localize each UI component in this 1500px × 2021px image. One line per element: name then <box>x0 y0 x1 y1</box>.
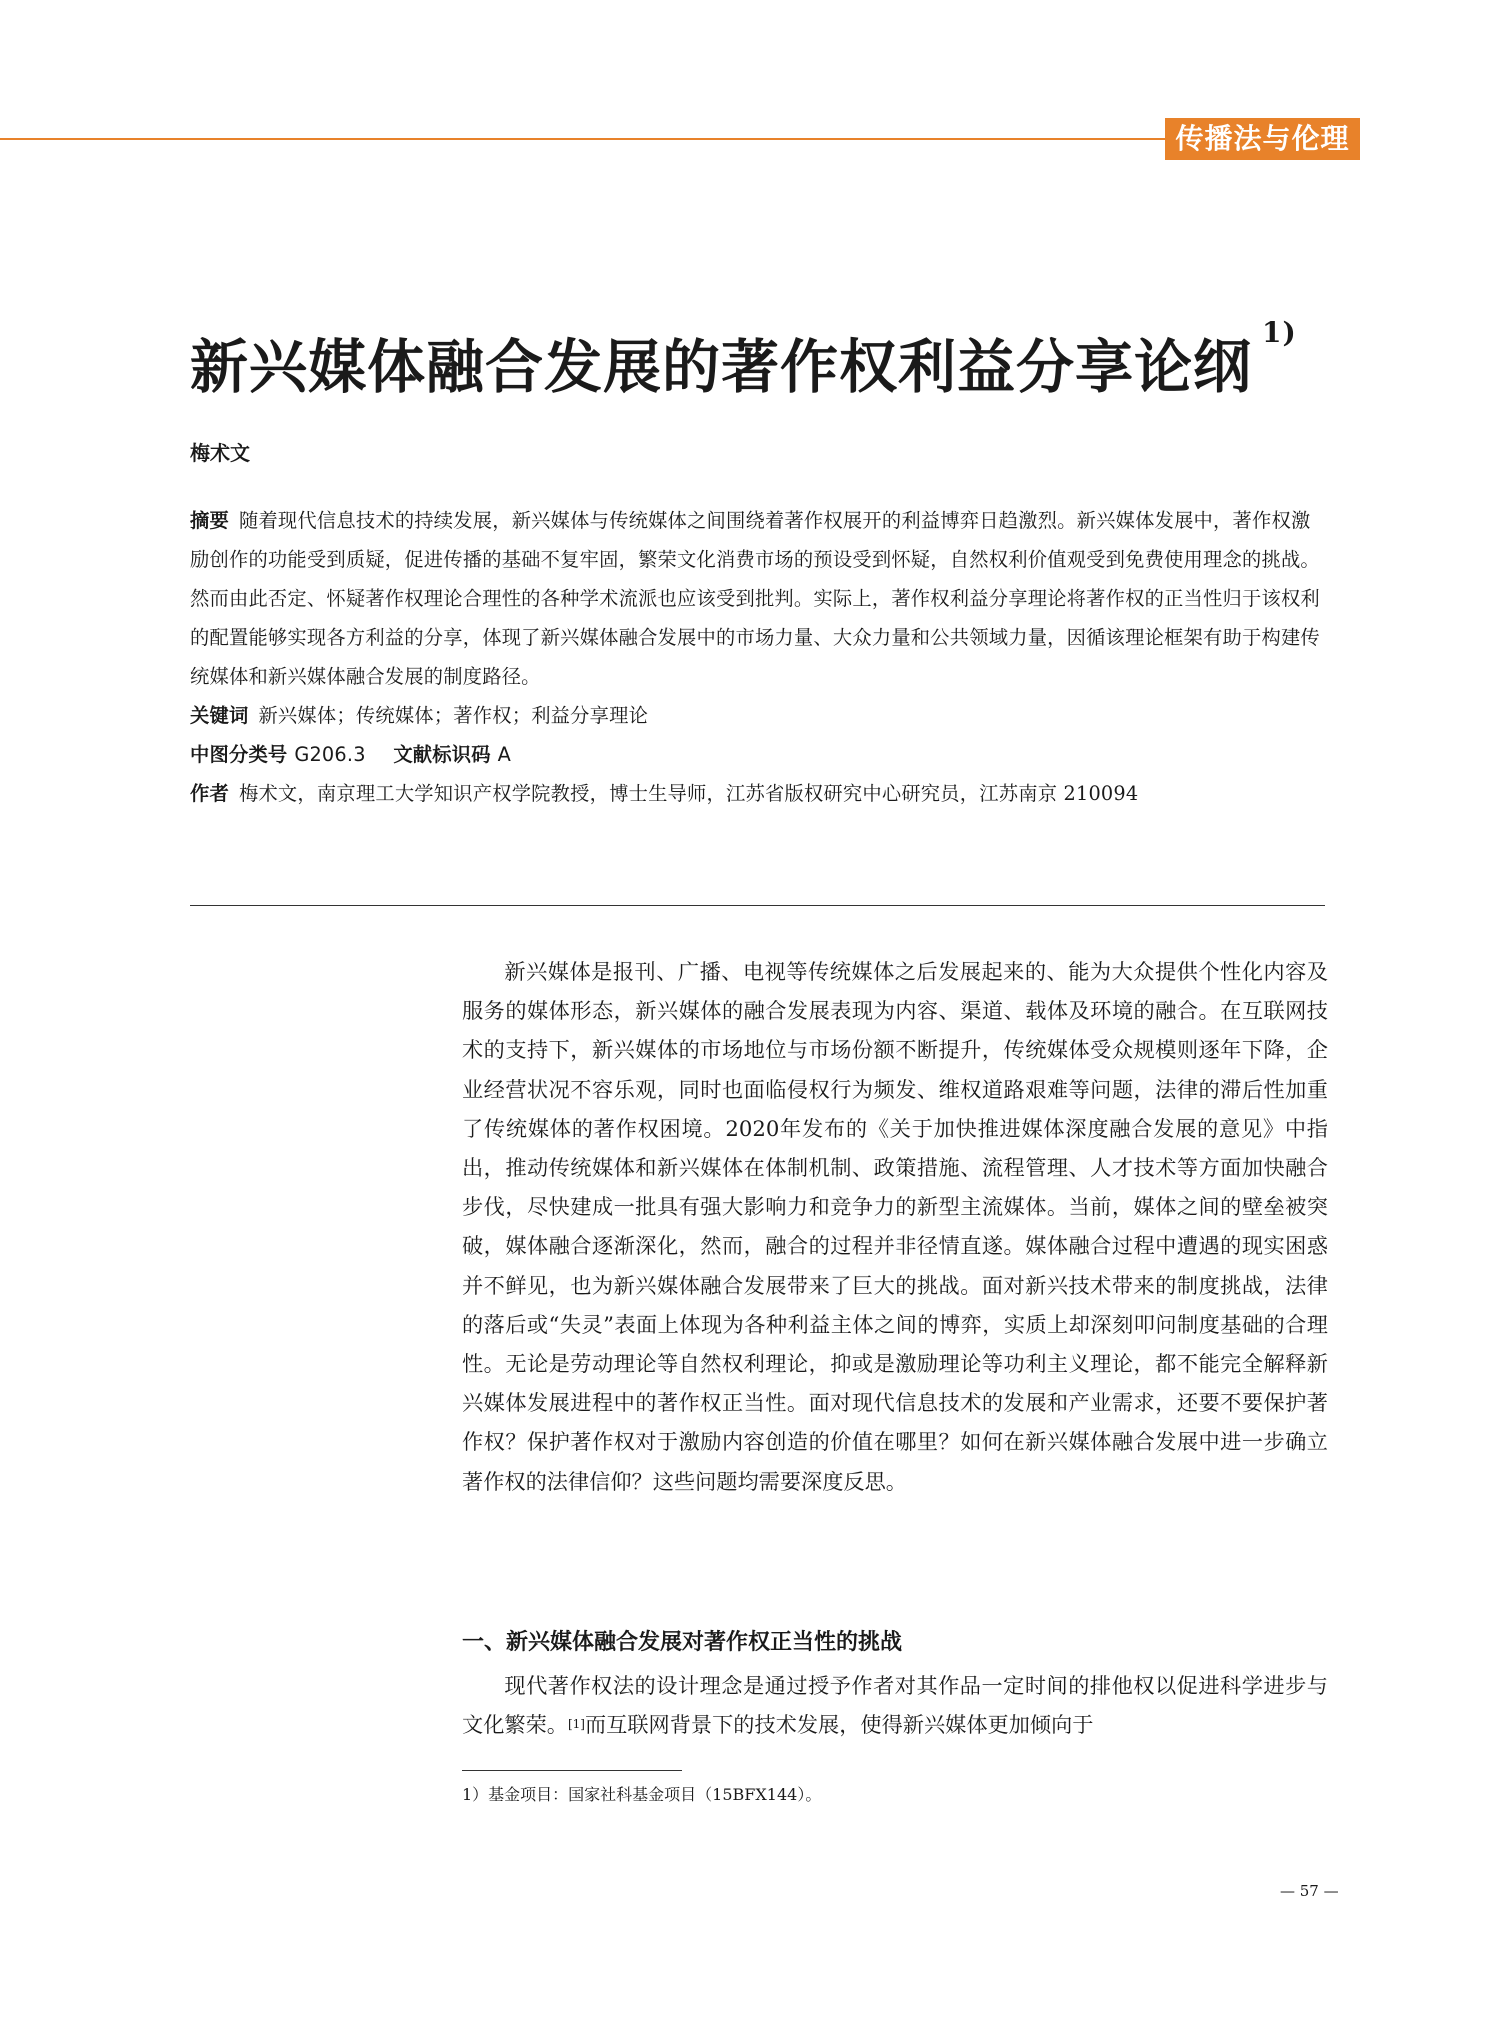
abstract-paragraph <box>190 501 1325 696</box>
author-info-label: 作者 <box>190 782 229 805</box>
title-text: 新兴媒体融合发展的著作权利益分享论纲 <box>190 333 1253 401</box>
section-1-text-b: 而互联网背景下的技术发展，使得新兴媒体更加倾向于 <box>584 1712 1094 1738</box>
keywords-label: 关键词 <box>190 704 249 727</box>
section-1-paragraph <box>462 1666 1328 1744</box>
section-1-body <box>462 1666 1328 1744</box>
doc-code-value: A <box>497 743 512 766</box>
keywords-line <box>190 696 1325 735</box>
doc-code-label: 文献标识码 <box>393 743 491 766</box>
classification-label: 中图分类号 <box>190 743 288 766</box>
header-rule <box>0 138 1165 140</box>
footnote: 1）基金项目：国家社科基金项目（15BFX144）。 <box>462 1785 822 1804</box>
keywords-text: 新兴媒体；传统媒体；著作权；利益分享理论 <box>258 704 649 727</box>
author-info-text: 梅术文，南京理工大学知识产权学院教授，博士生导师，江苏省版权研究中心研究员，江苏南京 210094 <box>238 782 1139 805</box>
intro-paragraph: 新兴媒体是报刊、广播、电视等传统媒体之后发展起来的、能为大众提供个性化内容及服务的媒体形态，新兴媒体的融合发展表现为内容、渠道、载体及环境的融合。在互联网技术的支持下，新兴媒体的市场地位与市场份额不断提升，传统媒体受众规模则逐年下降，企业经营状况不容乐观，同时也面临侵权行为频发、维权道路艰难等问题，法律的滞后性加重了传统媒体的著作权困境。2020年发布的《关于加快推进媒体深度融合发展的意见》中指出，推动传统媒体和新兴媒体在体制机制、政策措施、流程管理、人才技术等方面加快融合步伐，尽快建成一批具有强大影响力和竞争力的新型主流媒体。当前，媒体之间的壁垒被突破，媒体融合逐渐深化，然而，融合的过程并非径情直遂。媒体融合过程中遭遇的现实困惑并不鲜见，也为新兴媒体融合发展带来了巨大的挑战。面对新兴技术带来的制度挑战，法律的落后或“失灵”表面上体现为各种利益主体之间的博弈，实质上却深刻叩问制度基础的合理性。无论是劳动理论等自然权利理论，抑或是激励理论等功利主义理论，都不能完全解释新兴媒体发展进程中的著作权正当性。面对现代信息技术的发展和产业需求，还要不要保护著作权？保护著作权对于激励内容创造的价值在哪里？如何在新兴媒体融合发展中进一步确立著作权的法律信仰？这些问题均需要深度反思。 <box>462 959 1328 1494</box>
classification-value: G206.3 <box>294 743 366 766</box>
abstract-label: 摘要 <box>190 509 229 532</box>
abstract-divider <box>190 905 1325 906</box>
author-name: 梅术文 <box>190 441 250 465</box>
abstract-block <box>190 501 1325 813</box>
section-tag: 传播法与伦理 <box>1165 118 1360 160</box>
author-info-line <box>190 774 1325 813</box>
title-footnote-marker: 1) <box>1262 316 1297 349</box>
page-number: — 57 — <box>1280 1882 1339 1900</box>
body-text <box>462 952 1328 1501</box>
footnote-rule <box>462 1770 682 1771</box>
article-title <box>190 316 1340 404</box>
classification-line <box>190 735 1325 774</box>
section-1-text-a: 现代著作权法的设计理念是通过授予作者对其作品一定时间的排他权以促进科学进步与文化繁荣。 <box>462 1673 1328 1738</box>
abstract-text: 随着现代信息技术的持续发展，新兴媒体与传统媒体之间围绕着著作权展开的利益博弈日趋激烈。新兴媒体发展中，著作权激励创作的功能受到质疑，促进传播的基础不复牢固，繁荣文化消费市场的预设受到怀疑，自然权利价值观受到免费使用理念的挑战。然而由此否定、怀疑著作权理论合理性的各种学术流派也应该受到批判。实际上，著作权利益分享理论将著作权的正当性归于该权利的配置能够实现各方利益的分享，体现了新兴媒体融合发展中的市场力量、大众力量和公共领域力量，因循该理论框架有助于构建传统媒体和新兴媒体融合发展的制度路径。 <box>190 509 1320 688</box>
section-1-heading: 一、新兴媒体融合发展对著作权正当性的挑战 <box>462 1630 903 1655</box>
citation-marker: [1] <box>567 1717 585 1732</box>
